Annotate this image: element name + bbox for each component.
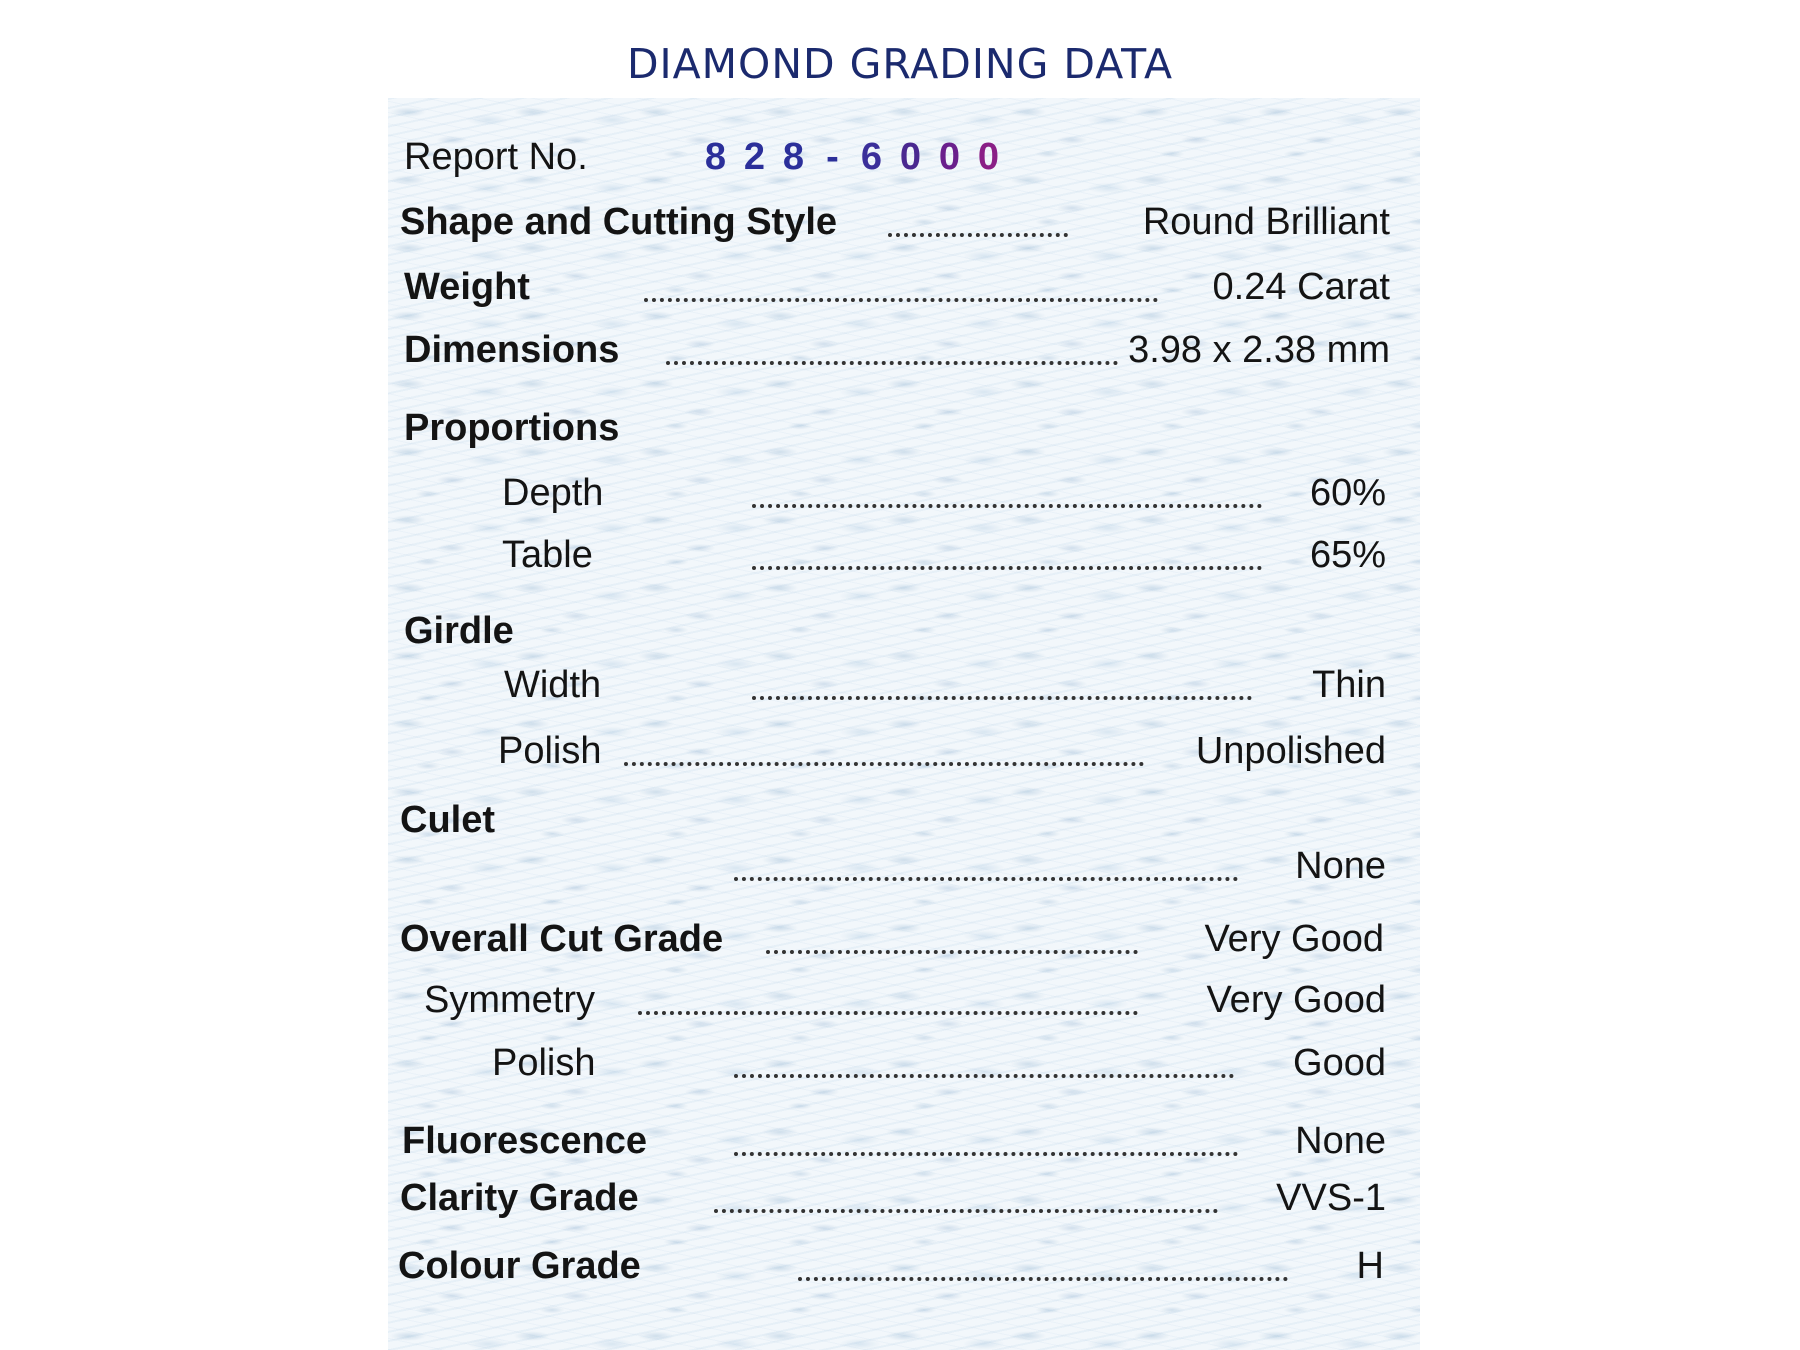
depth-value: 60%: [1309, 472, 1386, 514]
culet-header: [388, 797, 1420, 843]
dot-leader: [666, 341, 1118, 365]
report-digit: 0: [977, 136, 1000, 178]
page-title: DIAMOND GRADING DATA: [626, 40, 1174, 88]
fluorescence-label: Fluorescence: [402, 1120, 647, 1162]
clarity-row: [388, 1175, 1420, 1221]
shape-value: Round Brilliant: [1142, 201, 1390, 243]
dot-leader: [734, 857, 1238, 881]
table-label: Table: [502, 534, 593, 576]
fluorescence-value: None: [1295, 1120, 1386, 1162]
proportions-label: Proportions: [404, 407, 620, 449]
symmetry-value: Very Good: [1206, 979, 1386, 1021]
table-row: [388, 532, 1420, 578]
dot-leader: [644, 278, 1158, 302]
dot-leader: [752, 546, 1262, 570]
girdle-width-row: [388, 662, 1420, 708]
dot-leader: [624, 742, 1144, 766]
symmetry-row: [388, 977, 1420, 1023]
report-digit: 8: [782, 136, 805, 178]
report-digit: 0: [899, 136, 922, 178]
polish-row: [388, 1040, 1420, 1086]
colour-value: H: [1356, 1245, 1384, 1287]
depth-label: Depth: [502, 472, 604, 514]
report-digit: 0: [938, 136, 961, 178]
report-dash: -: [826, 136, 839, 178]
overall-cut-value: Very Good: [1204, 918, 1384, 960]
report-digit: 6: [860, 136, 883, 178]
dot-leader: [766, 930, 1138, 954]
clarity-label: Clarity Grade: [400, 1177, 639, 1219]
report-digit: 8: [704, 136, 727, 178]
clarity-value: VVS-1: [1276, 1177, 1386, 1219]
weight-value: 0.24 Carat: [1212, 266, 1390, 308]
dot-leader: [734, 1132, 1238, 1156]
overall-cut-label: Overall Cut Grade: [400, 918, 724, 960]
colour-label: Colour Grade: [398, 1245, 641, 1287]
weight-row: [388, 264, 1420, 310]
depth-row: [388, 470, 1420, 516]
girdle-polish-value: Unpolished: [1195, 730, 1386, 772]
shape-label: Shape and Cutting Style: [400, 201, 838, 243]
report-label: Report No.: [404, 136, 588, 178]
grading-card: [388, 98, 1420, 1350]
fluorescence-row: [388, 1118, 1420, 1164]
dimensions-label: Dimensions: [404, 329, 620, 371]
dot-leader: [714, 1189, 1218, 1213]
culet-row: [388, 843, 1420, 889]
girdle-width-label: Width: [504, 664, 602, 706]
report-number: [696, 134, 1008, 180]
dot-leader: [734, 1054, 1234, 1078]
girdle-header: [388, 608, 1420, 654]
dimensions-row: [388, 327, 1420, 373]
table-value: 65%: [1309, 534, 1386, 576]
report-row: [388, 134, 1420, 180]
dot-leader: [888, 213, 1068, 237]
dot-leader: [752, 484, 1262, 508]
proportions-header: [388, 405, 1420, 451]
colour-row: [388, 1243, 1420, 1289]
weight-label: Weight: [404, 266, 530, 308]
polish-value: Good: [1293, 1042, 1386, 1084]
dot-leader: [638, 991, 1138, 1015]
girdle-label: Girdle: [404, 610, 514, 652]
symmetry-label: Symmetry: [424, 979, 595, 1021]
polish-label: Polish: [492, 1042, 596, 1084]
dot-leader: [752, 676, 1252, 700]
report-digit: 2: [743, 136, 766, 178]
dimensions-value: 3.98 x 2.38 mm: [1128, 329, 1390, 371]
culet-label: Culet: [400, 799, 495, 841]
shape-row: [388, 199, 1420, 245]
dot-leader: [798, 1257, 1288, 1281]
culet-value: None: [1295, 845, 1386, 887]
girdle-width-value: Thin: [1312, 664, 1386, 706]
girdle-polish-row: [388, 728, 1420, 774]
overall-cut-row: [388, 916, 1420, 962]
girdle-polish-label: Polish: [498, 730, 602, 772]
